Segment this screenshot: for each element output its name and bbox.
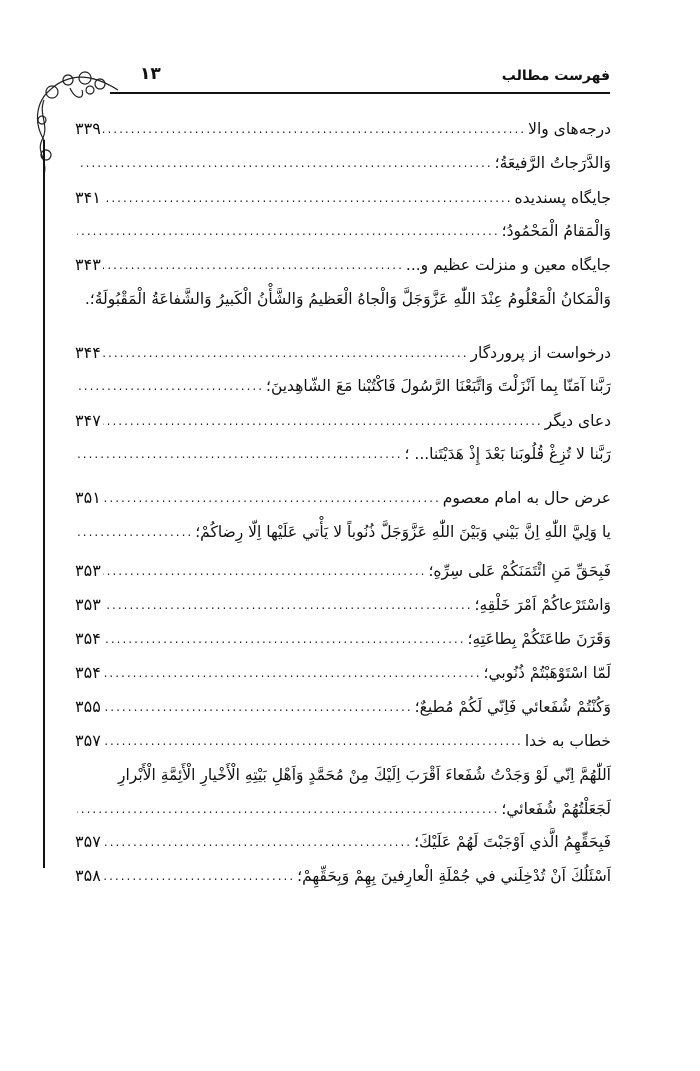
dot-leader [77, 797, 499, 821]
toc-entry [75, 693, 611, 719]
dot-leader [77, 442, 403, 466]
dot-leader [103, 661, 482, 685]
toc-entry-page: ۳۵۴ [75, 663, 101, 682]
toc-entry-title: وَالدَّرَجاتُ الرَّفيعَةُ؛ [494, 154, 611, 172]
toc-entry [75, 557, 611, 583]
toc-entry-title: رَبَّنا لا تُزِغْ قُلُوبَنا بَعْدَ إِذْ هَدَيْتَنا... ؛ [404, 445, 611, 463]
toc-entry [75, 440, 611, 466]
toc-entry-title: دعای ديگر [544, 412, 611, 430]
page-number: ۱۳ [140, 64, 161, 84]
toc-entry-title: فَبِحَقِّهِمُ الَّذي اَوْجَبْتَ لَهُمْ عَلَيْكَ؛ [414, 833, 611, 851]
toc-entry [75, 795, 611, 821]
toc-entry [75, 149, 611, 175]
toc-entry-page: ۳۴۱ [75, 188, 101, 207]
toc-entry-page: ۳۴۳ [75, 255, 101, 274]
dot-leader [77, 219, 500, 243]
toc-entry-page: ۳۴۷ [75, 411, 101, 430]
toc-entry-page: ۳۵۸ [75, 866, 101, 885]
toc-entry-page: ۳۵۳ [75, 561, 101, 580]
dot-leader [103, 593, 473, 617]
toc-entry [75, 217, 611, 243]
toc-entry-title: رَبَّنا آمَنّا بِما اَنْزَلْتَ وَاتَّبَعْنَا الرَّسُولَ فَاكْتُبْنا مَعَ الشّاهِدينَ؛ [266, 377, 611, 395]
dot-leader [103, 830, 412, 854]
toc-entry-title: وَالْمَكانُ الْمَعْلُومُ عِنْدَ اللّٰهِ عَزَّوَجَلَّ وَالْجاهُ الْعَظيمُ وَالشَّأْنُ الْكَبيرُ وَالشَّفاعَةُ الْمَقْبُولَةُ؛. [84, 290, 611, 308]
toc-entry [75, 761, 611, 787]
toc-entry-title: يا وَلِيَّ اللّٰهِ اِنَّ بَيْني وَبَيْنَ اللّٰهِ عَزَّوَجَلَّ ذُنُوباً لا يَأْتي عَلَيْها اِلّا رِضاكُمْ؛ [195, 523, 611, 541]
dot-leader [103, 409, 543, 433]
toc-entry-title: وَاسْتَرْعاكُمْ اَمْرَ خَلْقِهِ؛ [474, 596, 611, 614]
toc-entry-page: ۳۵۱ [75, 488, 101, 507]
toc-entry [75, 407, 611, 433]
toc-entry-title: فَبِحَقِّ مَنِ ائْتَمَنَكُمْ عَلى سِرِّهِ؛ [428, 562, 611, 580]
dot-leader [103, 117, 526, 141]
dot-leader [103, 559, 427, 583]
dot-leader [103, 253, 404, 277]
dot-leader [77, 374, 264, 398]
toc-entry-page: ۳۴۴ [75, 343, 101, 362]
toc-entry [75, 339, 611, 365]
toc-entry-title: خطاب به خدا [524, 732, 611, 750]
toc-entry-title: اَللّٰهُمَّ اِنّي لَوْ وَجَدْتُ شُفَعاءَ اَقْرَبَ اِلَيْكَ مِنْ مُحَمَّدٍ وَاَهْلِ بَيْتِهِ الْأَخْيارِ الْأَئِمَّةِ الْأَبْرارِ [117, 766, 611, 784]
toc-entry [75, 828, 611, 854]
dot-leader [103, 186, 513, 210]
toc-entry [75, 625, 611, 651]
dot-leader [77, 151, 493, 175]
running-header [110, 62, 610, 94]
toc-entry [75, 862, 611, 888]
toc-entry-title: لَجَعَلْتُهُمْ شُفَعائي؛ [501, 800, 611, 818]
toc-entry-page: ۳۳۹ [75, 119, 101, 138]
toc-entry-page: ۳۵۵ [75, 697, 101, 716]
toc-entry [75, 484, 611, 510]
page-border-line [43, 140, 45, 868]
toc-entry [75, 659, 611, 685]
toc-entry-title: وَكُنْتُمْ شُفَعائي فَاِنّي لَكُمْ مُطيعٌ؛ [414, 698, 611, 716]
toc-entry [75, 727, 611, 753]
toc-entry [75, 518, 611, 544]
toc-entry [75, 591, 611, 617]
dot-leader [103, 729, 523, 753]
toc-entry-title: جايگاه معين و منزلت عظيم و... [405, 256, 611, 274]
toc-entry [75, 251, 611, 277]
dot-leader [103, 486, 441, 510]
toc-entry-title: وَقَرَنَ طاعَتَكُمْ بِطاعَتِهِ؛ [467, 630, 611, 648]
toc-entry-title: جايگاه پسنديده [514, 189, 611, 207]
toc-entry-page: ۳۵۴ [75, 629, 101, 648]
toc-entry-title: درجه‌های والا [528, 120, 611, 138]
toc-entry-title: لَمّا اسْتَوْهَبْتُمْ ذُنُوبي؛ [483, 664, 611, 682]
dot-leader [77, 520, 193, 544]
toc-entry-page: ۳۵۳ [75, 595, 101, 614]
dot-leader [103, 695, 413, 719]
dot-leader [103, 627, 466, 651]
header-title: فهرست مطالب [501, 68, 610, 84]
toc-entry-title: درخواست از پروردگار [470, 344, 611, 362]
toc-entry-page: ۳۵۷ [75, 832, 101, 851]
dot-leader [103, 864, 295, 888]
toc-entry-title: اَسْئَلُكَ اَنْ تُدْخِلَني في جُمْلَةِ الْعارِفينَ بِهِمْ وَبِحَقِّهِمْ؛ [297, 867, 611, 885]
toc-entry [75, 184, 611, 210]
toc-entry [75, 372, 611, 398]
toc-entry-page: ۳۵۷ [75, 731, 101, 750]
toc-entry-title: عرض حال به امام معصوم [442, 489, 611, 507]
toc-entry [75, 285, 611, 311]
toc-entry [75, 115, 611, 141]
dot-leader [103, 341, 469, 365]
toc-entry-title: وَالْمَقامُ الْمَحْمُودُ؛ [501, 222, 611, 240]
